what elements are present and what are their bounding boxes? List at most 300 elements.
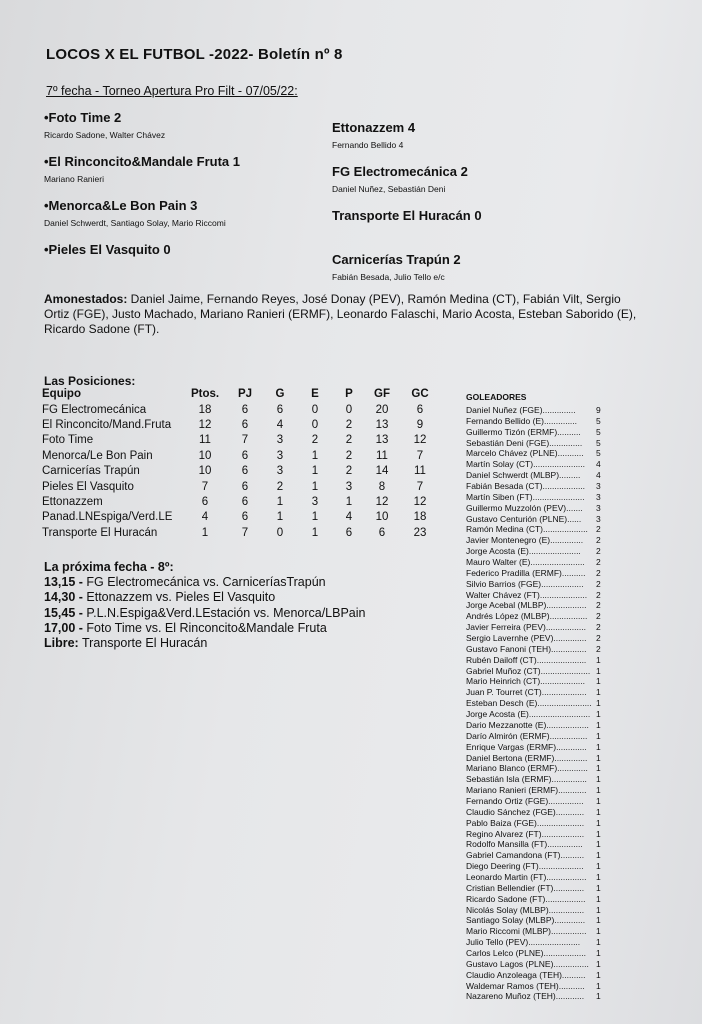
scorer-row xyxy=(466,438,626,449)
away-team: FG Electromecánica 2 xyxy=(332,164,468,179)
cell-goals-against: 18 xyxy=(413,511,427,524)
cell-won: 3 xyxy=(276,449,284,462)
scorer-name: Fernando Bellido (E).............. xyxy=(466,415,578,426)
scorer-row xyxy=(466,546,626,557)
scorer-name: Mauro Walter (E)....................... xyxy=(466,557,585,568)
scorer-goals: 1 xyxy=(596,893,601,904)
cell-drawn: 0 xyxy=(311,419,319,432)
scorer-goals: 2 xyxy=(596,600,601,611)
scorer-row xyxy=(466,742,626,753)
scorer-goals: 1 xyxy=(596,665,601,676)
top-scorers-title: GOLEADORES xyxy=(466,392,527,402)
cell-goals-against: 11 xyxy=(414,465,426,478)
scorer-row xyxy=(466,807,626,818)
scorer-goals: 2 xyxy=(596,535,601,546)
scorer-goals: 1 xyxy=(596,871,601,882)
scorer-row xyxy=(466,481,626,492)
col-header-team: Equipo xyxy=(42,388,81,400)
scorer-name: Jorge Acosta (E).......................... xyxy=(466,709,591,720)
cell-team: Foto Time xyxy=(42,434,94,447)
scorer-name: Waldemar Ramos (TEH)........... xyxy=(466,980,585,991)
scorer-name: Jorge Acebal (MLBP)................. xyxy=(466,600,587,611)
cell-team: Panad.LNEspiga/Verd.LE xyxy=(42,511,173,524)
fixture-match: FG Electromecánica vs. CarniceríasTrapún xyxy=(82,575,326,590)
cell-won: 6 xyxy=(276,403,284,416)
away-scorers: Fernando Bellido 4 xyxy=(332,140,404,150)
scorer-name: Enrique Vargas (ERMF)............. xyxy=(466,741,587,752)
scorer-row xyxy=(466,405,626,416)
cell-drawn: 1 xyxy=(311,465,319,478)
cell-won: 3 xyxy=(276,434,284,447)
cell-goals-against: 9 xyxy=(416,419,424,432)
cell-team: Pieles El Vasquito xyxy=(42,480,134,493)
scorer-goals: 1 xyxy=(596,709,601,720)
cell-lost: 0 xyxy=(345,403,353,416)
scorer-row xyxy=(466,568,626,579)
scorer-name: Juan P. Tourret (CT)................... xyxy=(466,687,587,698)
cell-lost: 2 xyxy=(345,434,353,447)
fixture-item xyxy=(44,590,366,605)
standings-row xyxy=(42,464,440,479)
scorer-row xyxy=(466,883,626,894)
scorer-name: Gustavo Lagos (PLNE)............... xyxy=(466,958,589,969)
cell-lost: 2 xyxy=(345,449,353,462)
standings-row xyxy=(42,479,440,494)
scorer-row xyxy=(466,622,626,633)
scorer-row xyxy=(466,991,626,1002)
scorer-name: Guillermo Muzzolón (PEV)....... xyxy=(466,502,583,513)
scorer-goals: 4 xyxy=(596,459,601,470)
cell-goals-for: 8 xyxy=(378,480,386,493)
scorer-goals: 1 xyxy=(596,817,601,828)
cell-goals-against: 7 xyxy=(416,449,424,462)
cell-played: 6 xyxy=(241,496,249,509)
scorer-row xyxy=(466,448,626,459)
scorer-name: Pablo Baiza (FGE).................... xyxy=(466,817,585,828)
cell-played: 6 xyxy=(241,419,249,432)
scorer-name: Ramón Medina (CT)................... xyxy=(466,524,588,535)
booked-list: Daniel Jaime, Fernando Reyes, José Donay (PEV), Ramón Medina (CT), Fabián Vilt, Sergio Ortiz (FGE), Justo Machado, Mariano Ranieri (ERMF), Leonardo Falaschi, Mario Acosta, Esteban Saborido (E), Ricardo Sadone (FT). xyxy=(44,292,637,336)
home-team: •El Rinconcito&Mandale Fruta 1 xyxy=(44,154,240,169)
scorer-row xyxy=(466,839,626,850)
cell-drawn: 0 xyxy=(311,403,319,416)
home-scorers: Ricardo Sadone, Walter Chávez xyxy=(44,130,166,140)
scorer-row xyxy=(466,861,626,872)
top-scorers xyxy=(466,392,626,1002)
scorer-name: Cristian Bellendier (FT)............. xyxy=(466,882,585,893)
scorer-name: Ricardo Sadone (FT)................. xyxy=(466,893,586,904)
cell-points: 10 xyxy=(198,465,212,478)
scorer-name: Santiago Solay (MLBP)............. xyxy=(466,915,586,926)
scorer-goals: 2 xyxy=(596,567,601,578)
fixture-item xyxy=(44,606,366,621)
standings-title: Las Posiciones: xyxy=(44,374,136,388)
scorer-goals: 2 xyxy=(596,546,601,557)
next-round-title: La próxima fecha - 8º: xyxy=(44,560,174,574)
cell-drawn: 1 xyxy=(311,480,319,493)
cell-drawn: 1 xyxy=(311,449,319,462)
scorer-row xyxy=(466,579,626,590)
scorer-row xyxy=(466,503,626,514)
scorer-name: Daniel Bertona (ERMF).............. xyxy=(466,752,588,763)
scorer-goals: 1 xyxy=(596,958,601,969)
cell-played: 6 xyxy=(241,449,249,462)
cell-goals-for: 6 xyxy=(378,526,386,539)
scorer-row xyxy=(466,937,626,948)
standings-row xyxy=(42,433,440,448)
scorer-row xyxy=(466,698,626,709)
scorer-name: Diego Deering (FT)................... xyxy=(466,861,584,872)
scorer-goals: 1 xyxy=(596,904,601,915)
scorer-row xyxy=(466,470,626,481)
scorer-row xyxy=(466,514,626,525)
away-team: Ettonazzem 4 xyxy=(332,120,416,135)
scorer-goals: 1 xyxy=(596,806,601,817)
scorer-goals: 1 xyxy=(596,741,601,752)
scorer-name: Andrés López (MLBP)................ xyxy=(466,611,588,622)
cell-drawn: 3 xyxy=(311,496,319,509)
cell-lost: 6 xyxy=(345,526,353,539)
scorer-goals: 1 xyxy=(596,850,601,861)
scorer-goals: 4 xyxy=(596,470,601,481)
cell-points: 4 xyxy=(201,511,209,524)
scorer-name: Gustavo Fanoni (TEH)............... xyxy=(466,643,587,654)
scorer-row xyxy=(466,416,626,427)
scorer-row xyxy=(466,655,626,666)
scorer-goals: 5 xyxy=(596,437,601,448)
scorer-row xyxy=(466,981,626,992)
scorer-name: Julio Tello (PEV)...................... xyxy=(466,937,581,948)
scorer-name: Marcelo Chávez (PLNE)........... xyxy=(466,448,584,459)
away-team: Carnicerías Trapún 2 xyxy=(332,252,461,267)
match-result xyxy=(44,108,654,152)
match-results xyxy=(44,108,654,284)
cell-won: 1 xyxy=(276,496,284,509)
scorer-name: Gabriel Muñoz (CT)..................... xyxy=(466,665,591,676)
scorer-row xyxy=(466,753,626,764)
scorer-name: Fernando Ortiz (FGE)............... xyxy=(466,795,584,806)
match-result xyxy=(44,196,654,240)
standings-table xyxy=(42,386,440,541)
standings-row xyxy=(42,417,440,432)
scorer-name: Sebastián Deni (FGE).............. xyxy=(466,437,583,448)
scorer-name: Rubén Dailoff (CT)..................... xyxy=(466,654,587,665)
cell-team: Ettonazzem xyxy=(42,496,103,509)
cell-lost: 3 xyxy=(345,480,353,493)
scorer-row xyxy=(466,763,626,774)
cell-goals-for: 11 xyxy=(376,449,388,462)
scorer-row xyxy=(466,915,626,926)
scorer-row xyxy=(466,796,626,807)
cell-points: 10 xyxy=(198,449,212,462)
cell-team: El Rinconcito/Mand.Fruta xyxy=(42,419,172,432)
scorer-name: Guillermo Tizón (ERMF).......... xyxy=(466,426,581,437)
away-scorers: Daniel Nuñez, Sebastián Deni xyxy=(332,184,446,194)
scorer-goals: 1 xyxy=(596,752,601,763)
away-scorers: Fabián Besada, Julio Tello e/c xyxy=(332,272,445,282)
scorer-row xyxy=(466,676,626,687)
cell-goals-against: 12 xyxy=(413,434,427,447)
standings-row xyxy=(42,510,440,525)
scorer-row xyxy=(466,611,626,622)
scorer-row xyxy=(466,557,626,568)
scorer-row xyxy=(466,633,626,644)
cell-team: FG Electromecánica xyxy=(42,403,147,416)
cell-goals-for: 14 xyxy=(375,465,389,478)
scorer-row xyxy=(466,427,626,438)
match-result xyxy=(44,152,654,196)
home-team: •Menorca&Le Bon Pain 3 xyxy=(44,198,198,213)
cell-played: 6 xyxy=(241,465,249,478)
booked-label: Amonestados: xyxy=(44,292,128,306)
col-header-goals-for: GF xyxy=(374,388,390,400)
home-team: •Pieles El Vasquito 0 xyxy=(44,242,171,257)
standings-row xyxy=(42,448,440,463)
scorer-row xyxy=(466,948,626,959)
scorer-row xyxy=(466,905,626,916)
scorer-row xyxy=(466,894,626,905)
cell-goals-for: 10 xyxy=(375,511,389,524)
scorer-name: Mariano Blanco (ERMF)............. xyxy=(466,763,588,774)
scorer-name: Javier Montenegro (E).............. xyxy=(466,535,584,546)
cell-team: Menorca/Le Bon Pain xyxy=(42,449,153,462)
cell-lost: 4 xyxy=(345,511,353,524)
scorer-goals: 9 xyxy=(596,405,601,415)
match-result xyxy=(44,240,654,284)
scorer-name: Mario Riccomi (MLBP)............... xyxy=(466,926,587,937)
cell-points: 18 xyxy=(198,403,212,416)
fixture-match: P.L.N.Espiga&Verd.LEstación vs. Menorca/LBPain xyxy=(82,605,366,620)
home-scorers: Mariano Ranieri xyxy=(44,174,104,184)
cell-goals-against: 6 xyxy=(416,403,424,416)
cell-team: Transporte El Huracán xyxy=(42,526,158,539)
scorer-name: Leonardo Martin (FT)................. xyxy=(466,871,587,882)
scorer-row xyxy=(466,590,626,601)
fixture-time: 17,00 - xyxy=(44,620,83,635)
cell-lost: 2 xyxy=(345,465,353,478)
scorer-name: Carlos Lelco (PLNE).................. xyxy=(466,947,586,958)
fixture-item xyxy=(44,575,366,590)
scorer-name: Darío Almirón (ERMF)................ xyxy=(466,730,588,741)
scorer-goals: 1 xyxy=(596,915,601,926)
scorer-name: Regino Alvarez (FT).................. xyxy=(466,828,585,839)
standings-row xyxy=(42,402,440,417)
cell-points: 7 xyxy=(201,480,209,493)
scorer-name: Sergio Lavernhe (PEV).............. xyxy=(466,633,587,644)
cell-goals-against: 7 xyxy=(416,480,424,493)
cell-lost: 2 xyxy=(345,419,353,432)
cell-won: 2 xyxy=(276,480,284,493)
scorer-goals: 1 xyxy=(596,828,601,839)
scorer-goals: 2 xyxy=(596,633,601,644)
scorer-row xyxy=(466,818,626,829)
scorer-row xyxy=(466,524,626,535)
scorer-goals: 1 xyxy=(596,698,601,709)
scorer-name: Rodolfo Mansilla (FT)............... xyxy=(466,839,583,850)
cell-drawn: 1 xyxy=(311,511,319,524)
scorer-goals: 1 xyxy=(596,687,601,698)
scorer-goals: 5 xyxy=(596,426,601,437)
booked-players xyxy=(44,292,644,337)
scorer-goals: 1 xyxy=(596,774,601,785)
scorer-goals: 1 xyxy=(596,763,601,774)
bulletin-title: LOCOS X EL FUTBOL -2022- Boletín nº 8 xyxy=(46,46,343,63)
scorer-goals: 2 xyxy=(596,622,601,633)
scorer-row xyxy=(466,850,626,861)
cell-goals-for: 13 xyxy=(375,434,389,447)
scorer-row xyxy=(466,687,626,698)
scorer-name: Javier Ferreira (PEV)................. xyxy=(466,622,586,633)
cell-goals-for: 13 xyxy=(375,419,389,432)
scorer-goals: 1 xyxy=(596,795,601,806)
scorer-row xyxy=(466,829,626,840)
cell-played: 7 xyxy=(241,434,249,447)
scorer-goals: 1 xyxy=(596,785,601,796)
scorer-name: Nazareno Muñoz (TEH)............ xyxy=(466,991,585,1002)
away-team: Transporte El Huracán 0 xyxy=(332,208,482,223)
scorer-row xyxy=(466,926,626,937)
scorer-name: Martín Solay (CT)...................... xyxy=(466,459,586,470)
cell-goals-for: 20 xyxy=(375,403,389,416)
scorer-row xyxy=(466,720,626,731)
scorer-name: Jorge Acosta (E)...................... xyxy=(466,546,581,557)
cell-points: 12 xyxy=(198,419,212,432)
next-round xyxy=(44,560,366,651)
scorer-goals: 1 xyxy=(596,861,601,872)
cell-drawn: 2 xyxy=(311,434,319,447)
scorer-row xyxy=(466,459,626,470)
col-header-drawn: E xyxy=(311,388,319,400)
scorer-goals: 1 xyxy=(596,980,601,991)
cell-won: 4 xyxy=(276,419,284,432)
cell-team: Carnicerías Trapún xyxy=(42,465,140,478)
round-subtitle: 7º fecha - Torneo Apertura Pro Filt - 07/05/22: xyxy=(46,84,298,98)
fixture-time: 15,45 - xyxy=(44,605,83,620)
col-header-points: Ptos. xyxy=(190,388,220,400)
scorer-goals: 3 xyxy=(596,502,601,513)
scorer-row xyxy=(466,709,626,720)
scorer-goals: 1 xyxy=(596,926,601,937)
scorer-goals: 1 xyxy=(596,719,601,730)
scorer-goals: 2 xyxy=(596,578,601,589)
scorer-name: Fabián Besada (CT).................. xyxy=(466,481,586,492)
scorer-row xyxy=(466,774,626,785)
col-header-played: PJ xyxy=(237,388,253,400)
cell-points: 1 xyxy=(201,526,209,539)
scorer-name: Martín Siben (FT)...................... xyxy=(466,491,585,502)
scorer-row xyxy=(466,872,626,883)
fixture-time: 14,30 - xyxy=(44,590,83,605)
scorer-name: Sebastián Isla (ERMF)............... xyxy=(466,774,587,785)
scorer-row xyxy=(466,731,626,742)
scorer-row xyxy=(466,785,626,796)
col-header-lost: P xyxy=(345,388,353,400)
scorer-name: Mariano Ranieri (ERMF)............ xyxy=(466,785,587,796)
fixture-match: Transporte El Huracán xyxy=(78,636,208,651)
cell-played: 6 xyxy=(241,403,249,416)
home-scorers: Daniel Schwerdt, Santiago Solay, Mario Riccomi xyxy=(44,218,226,228)
scorer-goals: 5 xyxy=(596,448,601,459)
fixture-item xyxy=(44,636,366,651)
scorer-goals: 2 xyxy=(596,643,601,654)
cell-played: 6 xyxy=(241,480,249,493)
cell-lost: 1 xyxy=(345,496,353,509)
cell-won: 0 xyxy=(276,526,284,539)
fixture-time: Libre: xyxy=(44,636,79,651)
scorer-row xyxy=(466,959,626,970)
scorer-goals: 1 xyxy=(596,839,601,850)
cell-points: 6 xyxy=(201,496,209,509)
standings-header-row xyxy=(42,386,440,402)
scorer-name: Esteban Desch (E)....................... xyxy=(466,698,592,709)
cell-goals-against: 12 xyxy=(413,496,427,509)
col-header-won: G xyxy=(275,388,285,400)
scorer-goals: 2 xyxy=(596,524,601,535)
scorer-goals: 1 xyxy=(596,730,601,741)
scorer-goals: 2 xyxy=(596,557,601,568)
scorer-goals: 1 xyxy=(596,937,601,948)
scorer-goals: 1 xyxy=(596,991,601,1002)
standings-row xyxy=(42,494,440,509)
scorer-name: Silvio Barrios (FGE).................. xyxy=(466,578,584,589)
scorer-goals: 1 xyxy=(596,882,601,893)
top-scorers-list xyxy=(466,405,626,1002)
cell-goals-for: 12 xyxy=(375,496,389,509)
scorer-name: Mario Heinrich (CT)................... xyxy=(466,676,586,687)
fixture-match: Foto Time vs. El Rinconcito&Mandale Fruta xyxy=(82,620,327,635)
scorer-row xyxy=(466,535,626,546)
scorer-goals: 1 xyxy=(596,676,601,687)
cell-drawn: 1 xyxy=(311,526,319,539)
cell-won: 1 xyxy=(276,511,284,524)
scorer-name: Claudio Anzoleaga (TEH).......... xyxy=(466,969,586,980)
cell-points: 11 xyxy=(199,434,211,447)
fixture-time: 13,15 - xyxy=(44,575,83,590)
scorer-name: Federico Pradilla (ERMF).......... xyxy=(466,567,586,578)
cell-played: 7 xyxy=(241,526,249,539)
scorer-name: Nicolás Solay (MLBP)............... xyxy=(466,904,585,915)
scorer-row xyxy=(466,492,626,503)
scorer-goals: 1 xyxy=(596,947,601,958)
scorer-goals: 3 xyxy=(596,513,601,524)
scorer-goals: 1 xyxy=(596,654,601,665)
scorer-row xyxy=(466,970,626,981)
scorer-goals: 2 xyxy=(596,589,601,600)
scorer-name: Daniel Nuñez (FGE).............. xyxy=(466,405,576,415)
cell-played: 6 xyxy=(241,511,249,524)
cell-goals-against: 23 xyxy=(413,526,427,539)
scorer-name: Gabriel Camandona (FT).......... xyxy=(466,850,585,861)
scorer-name: Gustavo Centurión (PLNE)...... xyxy=(466,513,582,524)
scorer-row xyxy=(466,666,626,677)
col-header-goals-against: GC xyxy=(411,388,429,400)
cell-won: 3 xyxy=(276,465,284,478)
scorer-row xyxy=(466,644,626,655)
scorer-goals: 3 xyxy=(596,491,601,502)
fixture-item xyxy=(44,621,366,636)
scorer-goals: 1 xyxy=(596,969,601,980)
scorer-name: Daniel Schwerdt (MLBP)......... xyxy=(466,470,581,481)
scorer-goals: 2 xyxy=(596,611,601,622)
scorer-row xyxy=(466,600,626,611)
scorer-goals: 3 xyxy=(596,481,601,492)
standings-row xyxy=(42,525,440,540)
scorer-name: Walter Chávez (FT).................... xyxy=(466,589,588,600)
scorer-goals: 5 xyxy=(596,415,601,426)
fixture-match: Ettonazzem vs. Pieles El Vasquito xyxy=(82,590,276,605)
home-team: •Foto Time 2 xyxy=(44,110,122,125)
scorer-name: Claudio Sánchez (FGE)............ xyxy=(466,806,585,817)
